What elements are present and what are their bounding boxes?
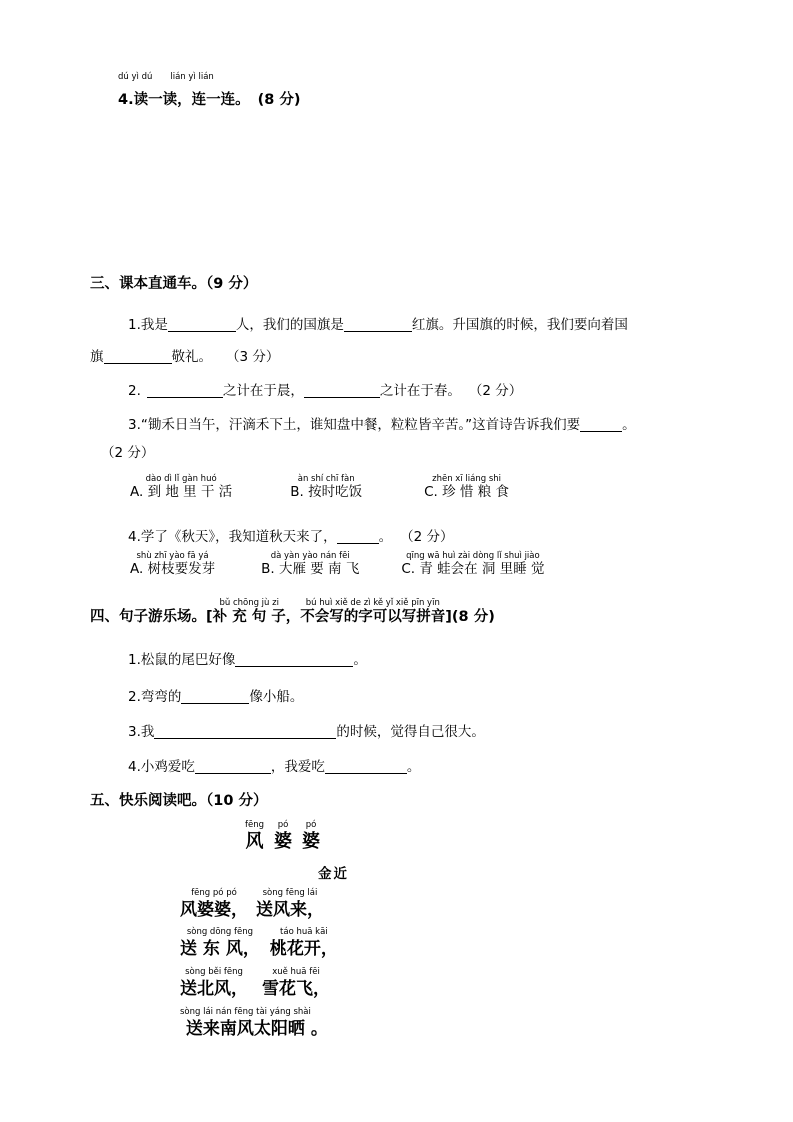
section4-q3-part-b: 的时候，觉得自己很大。 [336,724,485,740]
exercise4-pinyin-1: dú yì dú [118,72,153,82]
section4-q2-part-b: 像小船。 [249,689,304,705]
section4-q4-part-b: ，我爱吃 [270,759,325,775]
section4-q2-part-a: 弯弯的 [140,689,182,705]
answer-blank[interactable] [147,383,223,398]
poem-segment: sòng fēng lái 送风来， [256,888,324,920]
section3-q4-part-b: 。 [378,529,393,545]
option-c[interactable]: zhēn xī liáng shi C. 珍 惜 粮 食 [424,474,510,500]
exercise4-pinyin-row [118,72,214,82]
poem-segment: sòng běi fēng 送北风， [180,967,248,999]
section3-q3-line [128,412,636,438]
answer-blank[interactable] [154,724,336,739]
section4-q4-number: 4. [128,759,141,775]
option-a[interactable]: shù zhī yào fā yá A. 树枝要发芽 [130,551,216,577]
answer-blank[interactable] [168,317,236,332]
section4-q1-tail: 。 [353,652,367,668]
section4-heading-ruby-1: bǔ chōng jù zi 补 充 句 子 [212,598,286,625]
section3-q3-text: “锄禾日当午，汗滴禾下土，谁知盘中餐，粒粒皆辛苦。”这首诗告诉我们要 [140,417,581,433]
poem-segment: sòng lái nán fēng tài yáng shài 送来南风太阳晒 [180,1007,311,1039]
answer-blank[interactable] [181,689,249,704]
answer-blank[interactable] [580,417,622,432]
poem-line-3 [180,967,330,1000]
poem-title-char-1: fēng 风 [245,820,265,852]
section3-q3-tail: 。 [622,417,636,433]
answer-blank[interactable] [344,317,412,332]
poem-author: 金近 [318,866,349,882]
section4-q1-number: 1. [128,652,141,668]
section3-q1-number: 1. [128,317,141,333]
section4-q3-number: 3. [128,724,141,740]
section3-q1-score: （3 分） [226,349,280,365]
poem-title [245,820,320,853]
section3-q1-line2 [90,344,279,370]
poem-title-char-2: pó 婆 [274,820,293,852]
answer-blank[interactable] [104,349,172,364]
option-a[interactable]: dào dì lǐ gàn huó A. 到 地 里 干 活 [130,474,233,500]
section3-q2-part-b: 之计在于春。 [379,383,461,399]
section3-q2-number: 2. [128,383,141,399]
poem-segment: fēng pó pó 风婆婆， [180,888,248,920]
answer-blank[interactable] [325,759,407,774]
section4-q4-part-a: 小鸡爱吃 [140,759,195,775]
exercise4-pinyin-2: lián yì lián [170,72,214,82]
section3-q2-score: （2 分） [468,383,523,399]
answer-blank[interactable] [195,759,271,774]
section3-q4-line [128,524,454,550]
section4-q2 [128,684,303,710]
section3-heading: 三、课本直通车。（9 分） [90,276,258,292]
poem-segment: táo huā kāi 桃花开， [269,927,338,959]
section4-q2-number: 2. [128,689,141,705]
section5-heading: 五、快乐阅读吧。（10 分） [90,793,268,809]
section3-q4-part-a: 学了《秋天》，我知道秋天来了， [140,529,337,545]
section4-heading-a: 四、句子游乐场。[ [90,609,213,625]
exercise4-number: 4. [118,92,134,108]
poem-segment: xuě huā fēi 雪花飞， [262,967,330,999]
section3-q1-part-a: 我是 [140,317,168,333]
poem-segment-punct: 。 [310,1019,328,1039]
exercise4-text: 读一读，连一连。 [133,92,250,108]
poem-line-1 [180,888,324,921]
answer-blank[interactable] [304,383,380,398]
option-b[interactable]: dà yàn yào nán fēi B. 大雁 要 南 飞 [261,551,360,577]
section4-heading [90,598,495,627]
section3-q2-part-a: 之计在于晨， [222,383,304,399]
section3-q3-options [130,474,509,501]
section3-q1-part-e: 敬礼。 [171,349,212,365]
option-c[interactable]: qīng wā huì zài dòng lǐ shuì jiào C. 青 蛙会在 洞 里睡 觉 [401,551,545,577]
answer-blank[interactable] [235,652,353,667]
exercise4-score: (8 分) [257,92,301,108]
section3-q1-part-c: 红旗。升国旗的时候，我们要向着国 [411,317,628,333]
section3-q1-part-b: 人，我们的国旗是 [235,317,344,333]
section4-q4 [128,754,420,780]
section4-q3 [128,719,485,745]
poem-line-4 [180,1007,328,1040]
section3-q4-number: 4. [128,529,141,545]
section4-heading-ruby-2: bú huì xiě de zì kě yǐ xiě pīn yīn 不会写的字可以写拼音 [300,598,446,625]
section4-heading-b: ， [285,609,301,625]
section3-q1-part-d: 旗 [90,349,104,365]
answer-blank[interactable] [337,529,379,544]
section4-q3-part-a: 我 [140,724,155,740]
option-b[interactable]: àn shí chī fàn B. 按时吃饭 [290,474,363,500]
section4-q1 [128,647,367,673]
section3-q1-line1 [128,312,628,338]
section3-q4-options [130,551,545,578]
poem-line-2 [180,927,338,960]
section4-q1-text: 松鼠的尾巴好像 [140,652,236,668]
section3-q2-line [128,378,522,404]
section3-q4-score: （2 分） [400,529,454,545]
section3-q3-number: 3. [128,417,141,433]
section3-q3-score: （2 分） [101,445,155,461]
poem-title-char-3: pó 婆 [302,820,321,852]
poem-segment: sòng dōng fēng 送 东 风， [180,927,260,959]
section4-q4-tail: 。 [406,759,421,775]
section4-heading-c: ](8 分) [445,609,495,625]
exercise4-title [118,88,301,109]
